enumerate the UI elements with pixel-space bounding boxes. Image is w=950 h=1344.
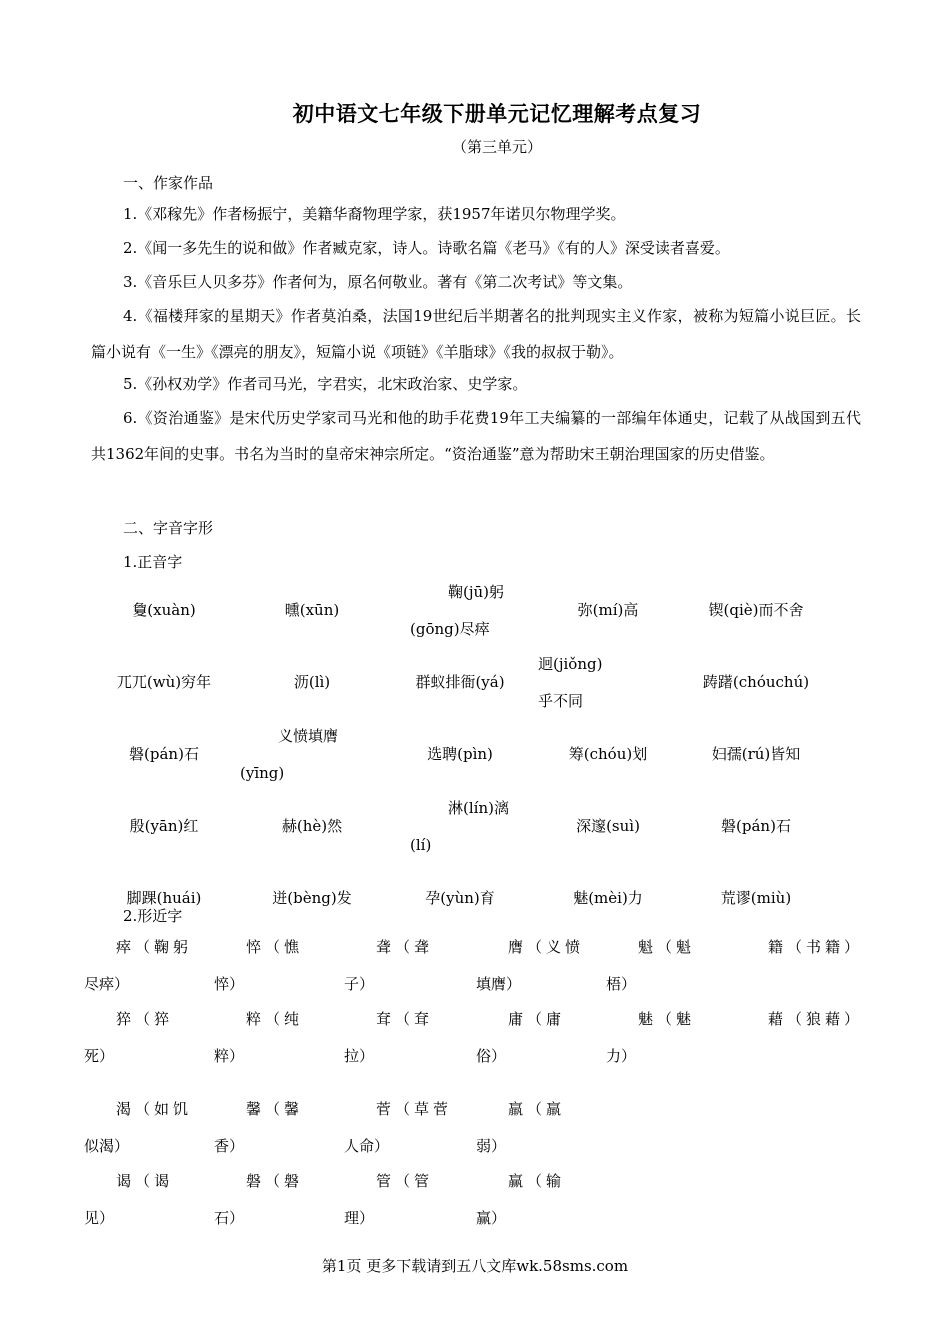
similar-char-cell: 菅（草菅 人命） bbox=[344, 1100, 453, 1155]
similar-char-cell: 庸（庸 俗） bbox=[476, 1010, 566, 1065]
pronunciation-cell: 迥(jiǒng) 乎不同 bbox=[538, 655, 603, 710]
item-5: 5.《孙权劝学》作者司马光，字君实，北宋政治家、史学家。 bbox=[123, 375, 528, 393]
item-3: 3.《音乐巨人贝多芬》作者何为，原名何敬业。著有《第二次考试》等文集。 bbox=[123, 273, 633, 291]
pronunciation-cell: 选聘(pìn) bbox=[427, 745, 493, 763]
pronunciation-cell: 迸(bèng)发 bbox=[272, 889, 352, 907]
similar-char-cell: 魅（魅 力） bbox=[606, 1010, 696, 1065]
subheading-similar-chars: 2.形近字 bbox=[123, 907, 183, 925]
pronunciation-cell: 魅(mèi)力 bbox=[573, 889, 643, 907]
item-1: 1.《邓稼先》作者杨振宁，美籍华裔物理学家，获1957年诺贝尔物理学奖。 bbox=[123, 205, 626, 223]
pronunciation-cell: 弥(mí)高 bbox=[577, 601, 639, 619]
pronunciation-cell: 踌躇(chóuchú) bbox=[702, 673, 810, 691]
pronunciation-cell: 孕(yùn)育 bbox=[425, 889, 495, 907]
pronunciation-cell: 曛(xūn) bbox=[284, 601, 340, 619]
similar-char-cell: 耷（耷 拉） bbox=[344, 1010, 434, 1065]
pronunciation-cell: 敻(xuàn) bbox=[132, 601, 196, 619]
pronunciation-cell: 沥(lì) bbox=[293, 673, 331, 691]
pronunciation-cell: 锲(qiè)而不舍 bbox=[708, 601, 804, 619]
section-heading-characters: 二、字音字形 bbox=[123, 519, 214, 537]
item-2: 2.《闻一多先生的说和做》作者臧克家，诗人。诗歌名篇《老马》《有的人》深受读者喜爱。 bbox=[123, 239, 730, 257]
similar-char-cell: 藉（狼藉） bbox=[768, 1010, 864, 1028]
pronunciation-cell: 妇孺(rú)皆知 bbox=[711, 745, 801, 763]
similar-char-cell: 籍（书籍） bbox=[768, 938, 864, 956]
similar-char-cell: 管（管 理） bbox=[344, 1172, 434, 1227]
pronunciation-cell: 磐(pán)石 bbox=[721, 817, 791, 835]
similar-char-cell: 膺（义愤 填膺） bbox=[476, 938, 585, 993]
pronunciation-cell: 义愤填膺 (yīng) bbox=[240, 727, 339, 782]
item-4: 4.《福楼拜家的星期天》作者莫泊桑，法国19世纪后半期著名的批判现实主义作家，被称为短篇小说巨匠。长篇小说有《一生》《漂亮的朋友》，短篇小说《项链》《羊脂球》《我的叔叔于勒》。 bbox=[91, 307, 861, 361]
pronunciation-cell: 磐(pán)石 bbox=[129, 745, 199, 763]
similar-char-cell: 聋（聋 子） bbox=[344, 938, 434, 993]
pronunciation-cell: 赫(hè)然 bbox=[281, 817, 343, 835]
similar-char-cell: 赢（输 赢） bbox=[476, 1172, 566, 1227]
pronunciation-cell: 荒谬(miù) bbox=[720, 889, 792, 907]
similar-char-cell: 悴（憔 悴） bbox=[214, 938, 304, 993]
similar-char-cell: 磐（磐 石） bbox=[214, 1172, 304, 1227]
pronunciation-cell: 淋(lín)漓 (lí) bbox=[410, 799, 509, 854]
pronunciation-cell: 脚踝(huái) bbox=[126, 889, 202, 907]
similar-char-cell: 瘁（鞠躬 尽瘁） bbox=[84, 938, 193, 993]
subheading-pronunciation: 1.正音字 bbox=[123, 553, 183, 571]
similar-char-cell: 馨（馨 香） bbox=[214, 1100, 304, 1155]
pronunciation-cell: 鞠(jū)躬 (gōng)尽瘁 bbox=[410, 583, 505, 638]
similar-char-cell: 渴（如饥 似渴） bbox=[84, 1100, 193, 1155]
pronunciation-cell: 深邃(suì) bbox=[576, 817, 640, 835]
page-title: 初中语文七年级下册单元记忆理解考点复习 bbox=[292, 102, 702, 126]
similar-char-cell: 羸（羸 弱） bbox=[476, 1100, 566, 1155]
item-6: 6.《资治通鉴》是宋代历史学家司马光和他的助手花费19年工夫编纂的一部编年体通史，记载了从战国到五代共1362年间的史事。书名为当时的皇帝宋神宗所定。“资治通鉴”意为帮助宋王朝治理国家的历史借鉴。 bbox=[91, 409, 861, 463]
similar-char-cell: 魁（魁 梧） bbox=[606, 938, 696, 993]
pronunciation-cell: 殷(yān)红 bbox=[129, 817, 199, 835]
section-heading-authors: 一、作家作品 bbox=[123, 174, 214, 192]
pronunciation-cell: 筹(chóu)划 bbox=[568, 745, 648, 763]
similar-char-cell: 谒（谒 见） bbox=[84, 1172, 174, 1227]
similar-char-cell: 猝（猝 死） bbox=[84, 1010, 174, 1065]
pronunciation-cell: 兀兀(wù)穷年 bbox=[116, 673, 212, 691]
pronunciation-cell: 群蚁排衙(yá) bbox=[415, 673, 505, 691]
page-footer: 第1页 更多下载请到五八文库wk.58sms.com bbox=[321, 1257, 629, 1275]
page-subtitle: （第三单元） bbox=[451, 138, 542, 156]
similar-char-cell: 粹（纯 粹） bbox=[214, 1010, 304, 1065]
